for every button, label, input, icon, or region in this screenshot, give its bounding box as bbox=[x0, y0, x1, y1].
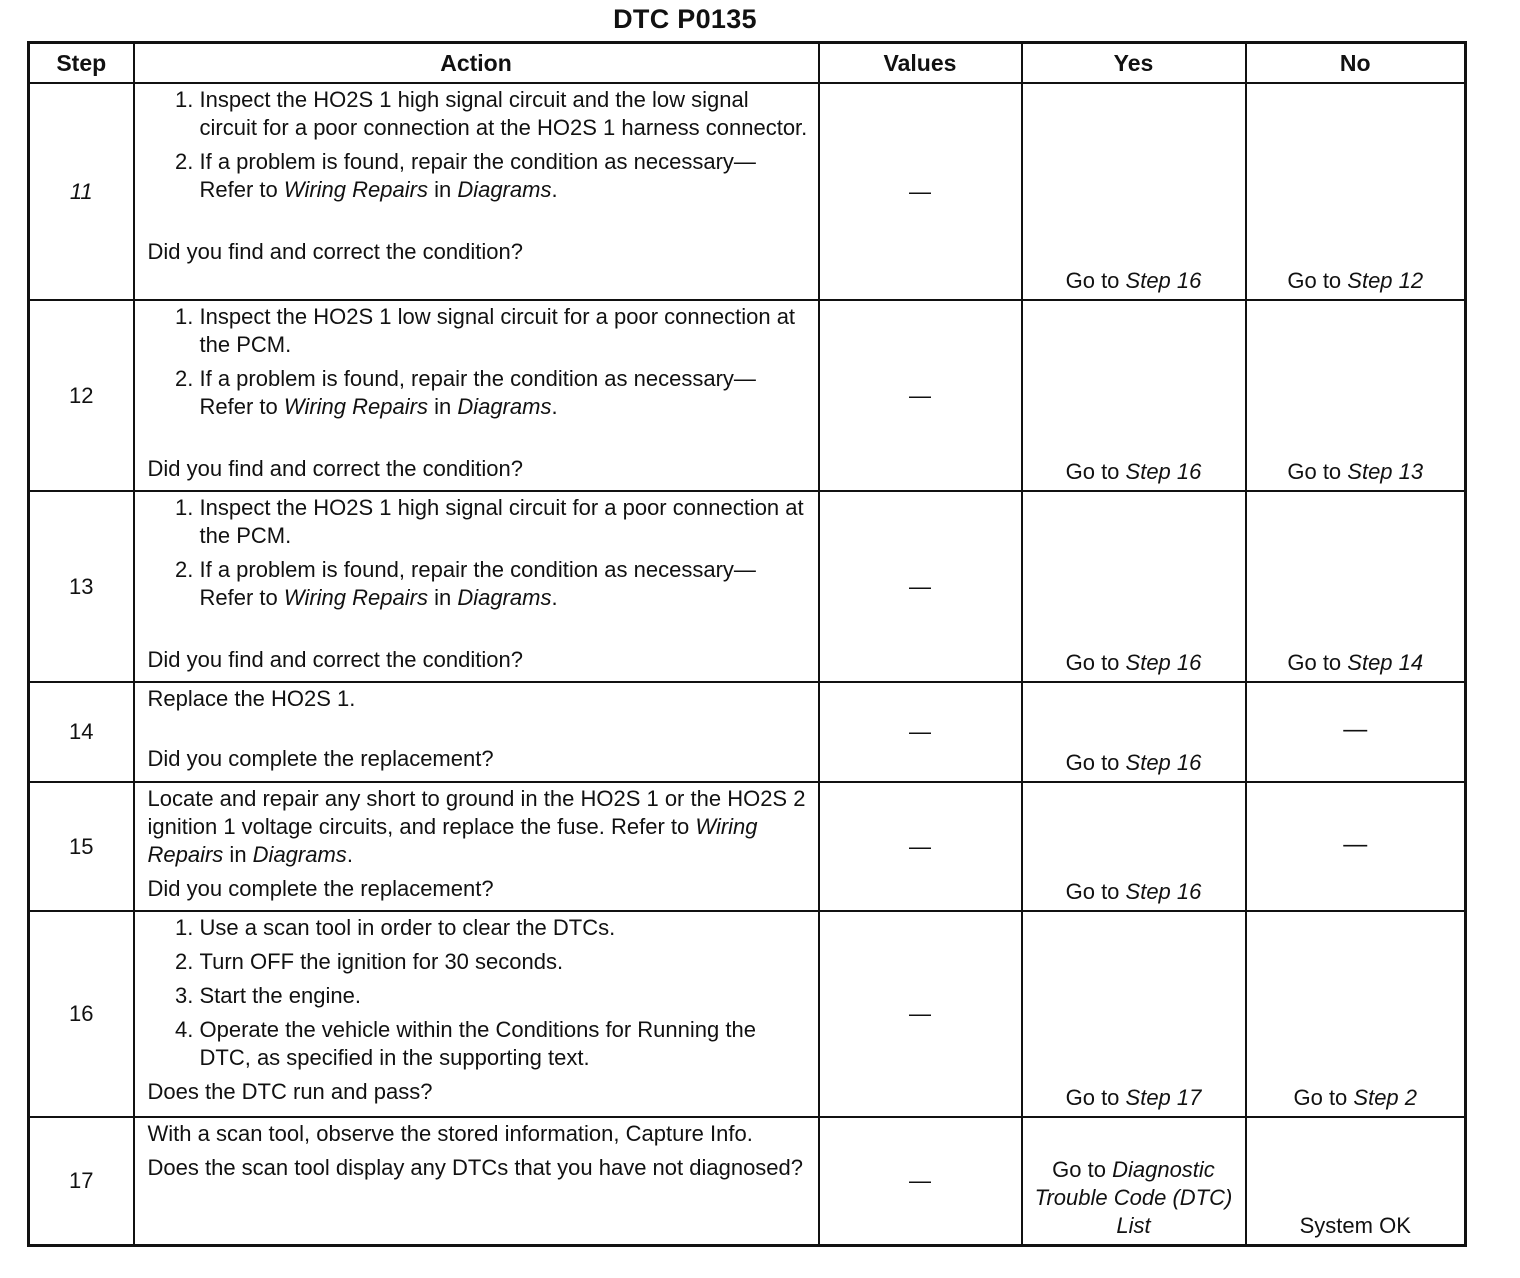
action-question: Did you find and correct the condition? bbox=[147, 239, 523, 264]
goto-step-link[interactable]: Step 16 bbox=[1125, 650, 1202, 675]
action-question: Did you complete the replacement? bbox=[147, 746, 494, 771]
ref-wiring-repairs: Wiring Repairs bbox=[147, 814, 758, 867]
ref-diagrams: Diagrams bbox=[252, 842, 347, 867]
action-step-item: 4. Operate the vehicle within the Conditions for Running the DTC, as specified in the supporting text. bbox=[200, 1016, 810, 1072]
action-cell bbox=[134, 83, 819, 300]
ref-diagrams: Diagrams bbox=[457, 177, 552, 202]
yes-cell: Go to Step 16 bbox=[1022, 491, 1246, 682]
no-cell: — bbox=[1246, 782, 1466, 911]
values-cell: — bbox=[819, 911, 1022, 1117]
header-step: Step bbox=[29, 43, 134, 84]
goto-step-link[interactable]: Step 16 bbox=[1125, 879, 1202, 904]
action-cell bbox=[134, 911, 819, 1117]
values-cell: — bbox=[819, 83, 1022, 300]
action-steps bbox=[148, 494, 810, 612]
action-cell bbox=[134, 1117, 819, 1245]
goto-step-link[interactable]: Step 13 bbox=[1347, 459, 1424, 484]
values-cell: — bbox=[819, 300, 1022, 491]
action-steps bbox=[148, 914, 810, 1072]
no-cell: — bbox=[1246, 682, 1466, 782]
action-step-item: 1. Use a scan tool in order to clear the DTCs. bbox=[200, 914, 810, 942]
no-cell: Go to Step 14 bbox=[1246, 491, 1466, 682]
goto-step-link[interactable]: Step 12 bbox=[1347, 268, 1424, 293]
yes-cell: Go to Diagnostic Trouble Code (DTC) List bbox=[1022, 1117, 1246, 1245]
step-number: 16 bbox=[29, 911, 134, 1117]
header-action: Action bbox=[134, 43, 819, 84]
action-cell bbox=[134, 682, 819, 782]
ref-diagrams: Diagrams bbox=[457, 394, 552, 419]
goto-step-link[interactable]: Step 16 bbox=[1125, 268, 1202, 293]
diagnostic-table bbox=[27, 41, 1467, 1247]
action-step-item: 2. Turn OFF the ignition for 30 seconds. bbox=[200, 948, 810, 976]
step-number: 17 bbox=[29, 1117, 134, 1245]
goto-step-link[interactable]: Step 2 bbox=[1353, 1085, 1418, 1110]
step-number: 11 bbox=[29, 83, 134, 300]
goto-step-link[interactable]: Step 16 bbox=[1125, 459, 1202, 484]
page-title: DTC P0135 bbox=[613, 4, 757, 34]
values-cell: — bbox=[819, 682, 1022, 782]
ref-wiring-repairs: Wiring Repairs bbox=[283, 585, 428, 610]
header-no: No bbox=[1246, 43, 1466, 84]
action-question: Did you complete the replacement? bbox=[147, 876, 494, 901]
table-row bbox=[29, 1117, 1466, 1245]
step-number: 14 bbox=[29, 682, 134, 782]
no-cell: Go to Step 12 bbox=[1246, 83, 1466, 300]
goto-dtc-list-link[interactable]: Diagnostic Trouble Code (DTC) List bbox=[1034, 1156, 1233, 1238]
header-values: Values bbox=[819, 43, 1022, 84]
goto-step-link[interactable]: Step 14 bbox=[1347, 650, 1424, 675]
action-cell bbox=[134, 491, 819, 682]
action-cell bbox=[134, 782, 819, 911]
no-cell: System OK bbox=[1246, 1117, 1466, 1245]
table-row bbox=[29, 682, 1466, 782]
values-cell: — bbox=[819, 1117, 1022, 1245]
table-row bbox=[29, 911, 1466, 1117]
header-row bbox=[29, 43, 1466, 84]
ref-wiring-repairs: Wiring Repairs bbox=[283, 177, 428, 202]
yes-cell: Go to Step 16 bbox=[1022, 682, 1246, 782]
header-yes: Yes bbox=[1022, 43, 1246, 84]
yes-cell: Go to Step 16 bbox=[1022, 83, 1246, 300]
action-steps bbox=[148, 303, 810, 421]
action-text: Replace the HO2S 1. bbox=[147, 686, 356, 711]
action-question: Did you find and correct the condition? bbox=[147, 456, 523, 481]
action-question: Did you find and correct the condition? bbox=[147, 647, 523, 672]
action-question: Does the scan tool display any DTCs that you have not diagnosed? bbox=[147, 1155, 804, 1180]
action-step-item: 2. If a problem is found, repair the condition as necessary—Refer to Wiring Repairs in Diagrams. bbox=[200, 556, 810, 612]
yes-cell: Go to Step 17 bbox=[1022, 911, 1246, 1117]
no-cell: Go to Step 2 bbox=[1246, 911, 1466, 1117]
step-number: 15 bbox=[29, 782, 134, 911]
action-step-item: 1. Inspect the HO2S 1 high signal circuit for a poor connection at the PCM. bbox=[200, 494, 810, 550]
table-row bbox=[29, 782, 1466, 911]
action-text: Locate and repair any short to ground in the HO2S 1 or the HO2S 2 ignition 1 voltage circuits, and replace the fuse. Refer to Wiring Repairs in Diagrams. bbox=[147, 786, 806, 867]
goto-step-link[interactable]: Step 17 bbox=[1125, 1085, 1202, 1110]
action-step-item: 1. Inspect the HO2S 1 low signal circuit for a poor connection at the PCM. bbox=[200, 303, 810, 359]
action-text: With a scan tool, observe the stored information, Capture Info. bbox=[147, 1121, 753, 1146]
action-step-item: 1. Inspect the HO2S 1 high signal circuit and the low signal circuit for a poor connection at the HO2S 1 harness connector. bbox=[200, 86, 810, 142]
step-number: 12 bbox=[29, 300, 134, 491]
action-step-item: 2. If a problem is found, repair the condition as necessary—Refer to Wiring Repairs in Diagrams. bbox=[200, 148, 810, 204]
values-cell: — bbox=[819, 491, 1022, 682]
ref-diagrams: Diagrams bbox=[457, 585, 552, 610]
table-row bbox=[29, 300, 1466, 491]
goto-step-link[interactable]: Step 16 bbox=[1125, 750, 1202, 775]
action-steps bbox=[148, 86, 810, 204]
ref-wiring-repairs: Wiring Repairs bbox=[283, 394, 428, 419]
table-row bbox=[29, 83, 1466, 300]
values-cell: — bbox=[819, 782, 1022, 911]
table-row bbox=[29, 491, 1466, 682]
action-step-item: 3. Start the engine. bbox=[200, 982, 810, 1010]
no-cell: Go to Step 13 bbox=[1246, 300, 1466, 491]
yes-cell: Go to Step 16 bbox=[1022, 782, 1246, 911]
action-question: Does the DTC run and pass? bbox=[147, 1079, 433, 1104]
action-step-item: 2. If a problem is found, repair the condition as necessary—Refer to Wiring Repairs in Diagrams. bbox=[200, 365, 810, 421]
yes-cell: Go to Step 16 bbox=[1022, 300, 1246, 491]
action-cell bbox=[134, 300, 819, 491]
step-number: 13 bbox=[29, 491, 134, 682]
